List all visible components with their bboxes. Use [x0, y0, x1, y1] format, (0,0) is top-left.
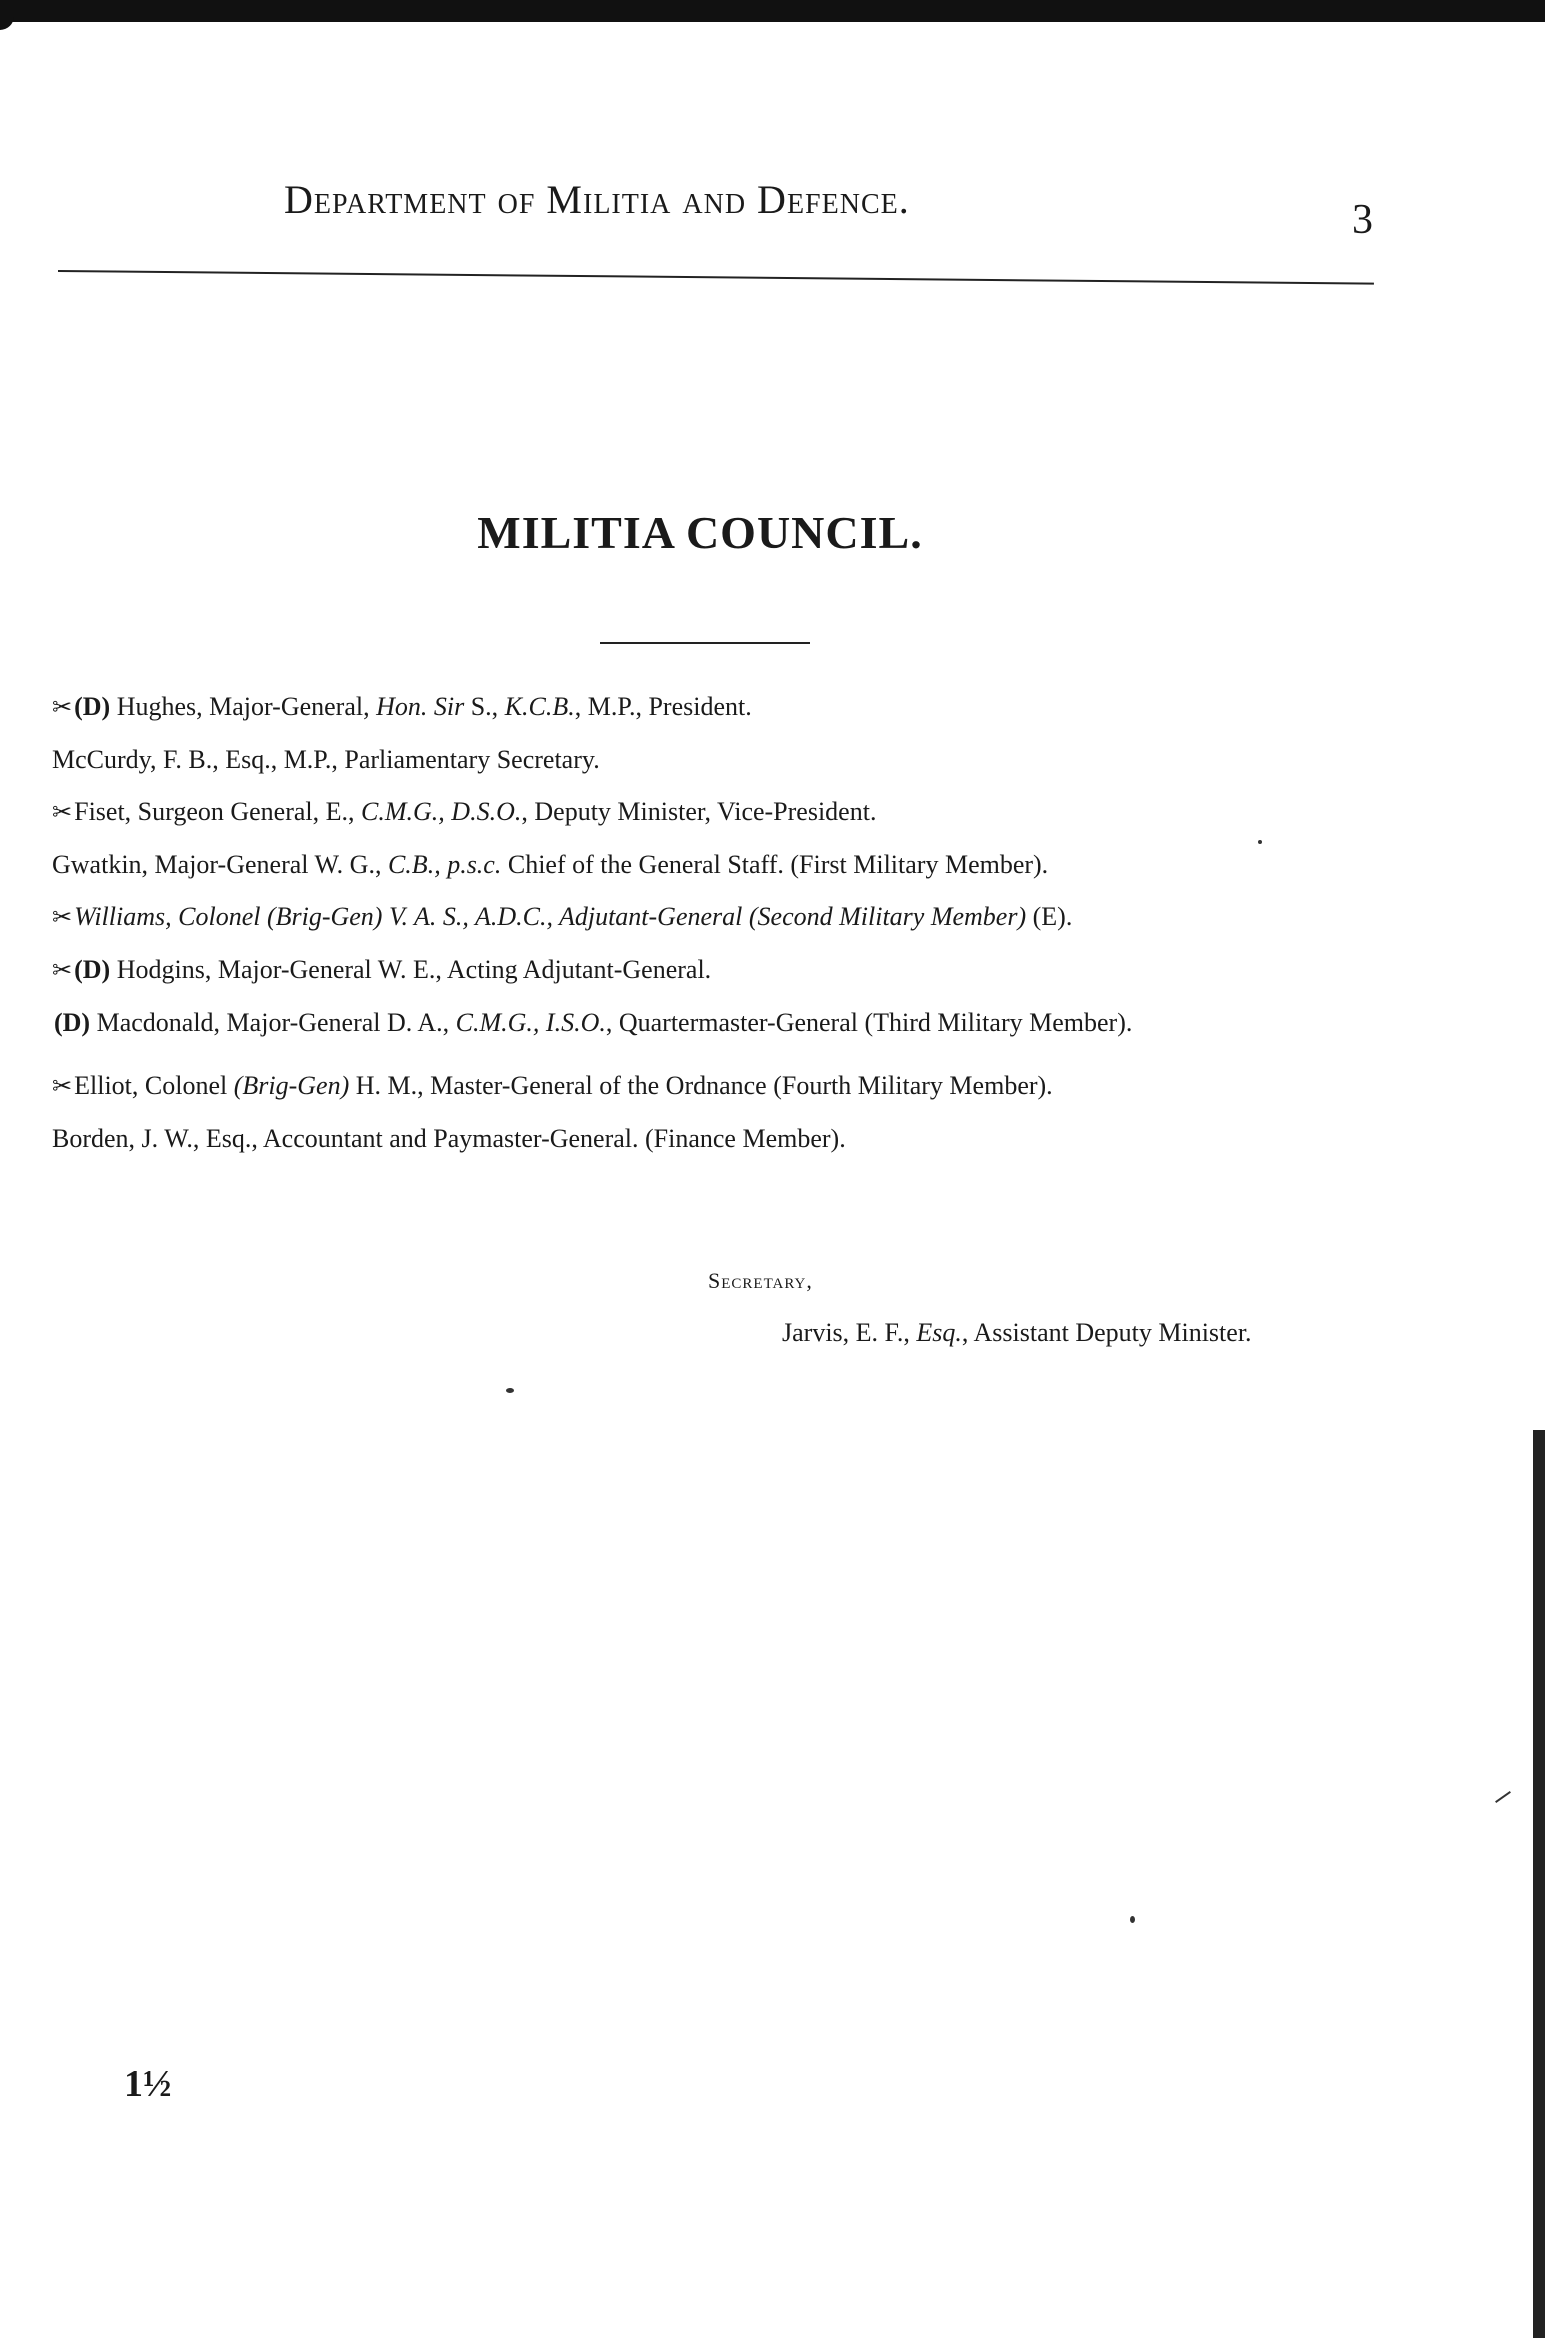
ink-speck	[1258, 840, 1262, 844]
member-entry	[52, 1122, 1382, 1156]
italic-text: Esq.	[916, 1318, 962, 1347]
member-entry	[52, 690, 1382, 725]
scissors-icon: ✂	[52, 695, 73, 721]
italic-text: C.B., p.s.c.	[387, 850, 502, 879]
section-title: MILITIA COUNCIL.	[477, 507, 923, 558]
italic-text: (Brig-Gen)	[233, 1071, 350, 1100]
scissors-icon: ✂	[52, 800, 73, 826]
text: Hughes, Major-General,	[116, 692, 377, 721]
italic-text: K.C.B.	[504, 692, 575, 721]
text: , Deputy Minister, Vice-President.	[521, 797, 877, 826]
text: H. M., Master-General of the Ordnance (Fourth Military Member).	[349, 1071, 1053, 1100]
member-prefix: (D)	[74, 955, 117, 984]
member-entry	[52, 848, 1382, 882]
scissors-icon: ✂	[52, 1074, 73, 1100]
title-rule	[600, 642, 810, 644]
ink-speck	[506, 1388, 514, 1393]
text: (E).	[1026, 902, 1073, 931]
member-entry	[52, 953, 1382, 988]
scissors-icon: ✂	[52, 905, 73, 931]
text: Macdonald, Major-General D. A.,	[96, 1008, 456, 1037]
scan-right-edge	[1533, 1430, 1545, 2338]
running-head: Department of Militia and Defence.	[284, 177, 910, 222]
text: Jarvis, E. F.,	[782, 1318, 917, 1347]
text: Gwatkin, Major-General W. G.,	[52, 850, 388, 879]
signature-mark: 1½	[124, 2063, 172, 2105]
header-rule	[58, 270, 1374, 285]
member-entry	[52, 1006, 1382, 1041]
text: S.,	[464, 692, 505, 721]
italic-text: Hon. Sir	[376, 692, 465, 721]
scan-corner-blot	[0, 0, 14, 30]
text: Hodgins, Major-General W. E., Acting Adjutant-General.	[116, 955, 712, 984]
text: Elliot, Colonel	[74, 1071, 234, 1100]
member-entry	[52, 900, 1382, 935]
text: , M.P., President.	[574, 692, 752, 721]
secretary-name	[782, 1318, 1252, 1348]
italic-text: Williams, Colonel (Brig-Gen) V. A. S., A.D.C., Adjutant-General (Second Military Member)	[74, 902, 1027, 931]
text: , Assistant Deputy Minister.	[961, 1318, 1252, 1347]
member-prefix: (D)	[74, 692, 117, 721]
text: Fiset, Surgeon General, E.,	[74, 797, 362, 826]
member-entry	[52, 1069, 1382, 1104]
text: Borden, J. W., Esq., Accountant and Paymaster-General. (Finance Member).	[52, 1124, 846, 1153]
ink-speck	[1495, 1791, 1511, 1803]
member-entry	[52, 743, 1382, 777]
italic-text: C.M.G., I.S.O.	[455, 1008, 606, 1037]
text: Chief of the General Staff. (First Military Member).	[501, 850, 1049, 879]
member-prefix: (D)	[54, 1008, 97, 1037]
ink-speck	[1130, 1916, 1135, 1923]
scissors-icon: ✂	[52, 958, 73, 984]
text: McCurdy, F. B., Esq., M.P., Parliamentary Secretary.	[52, 745, 600, 774]
member-list	[52, 690, 1382, 1174]
member-entry	[52, 795, 1382, 830]
italic-text: C.M.G., D.S.O.	[361, 797, 522, 826]
scan-top-edge	[0, 0, 1545, 22]
page-number: 3	[1352, 197, 1373, 243]
text: , Quartermaster-General (Third Military Member).	[605, 1008, 1133, 1037]
secretary-label: Secretary,	[708, 1268, 813, 1293]
